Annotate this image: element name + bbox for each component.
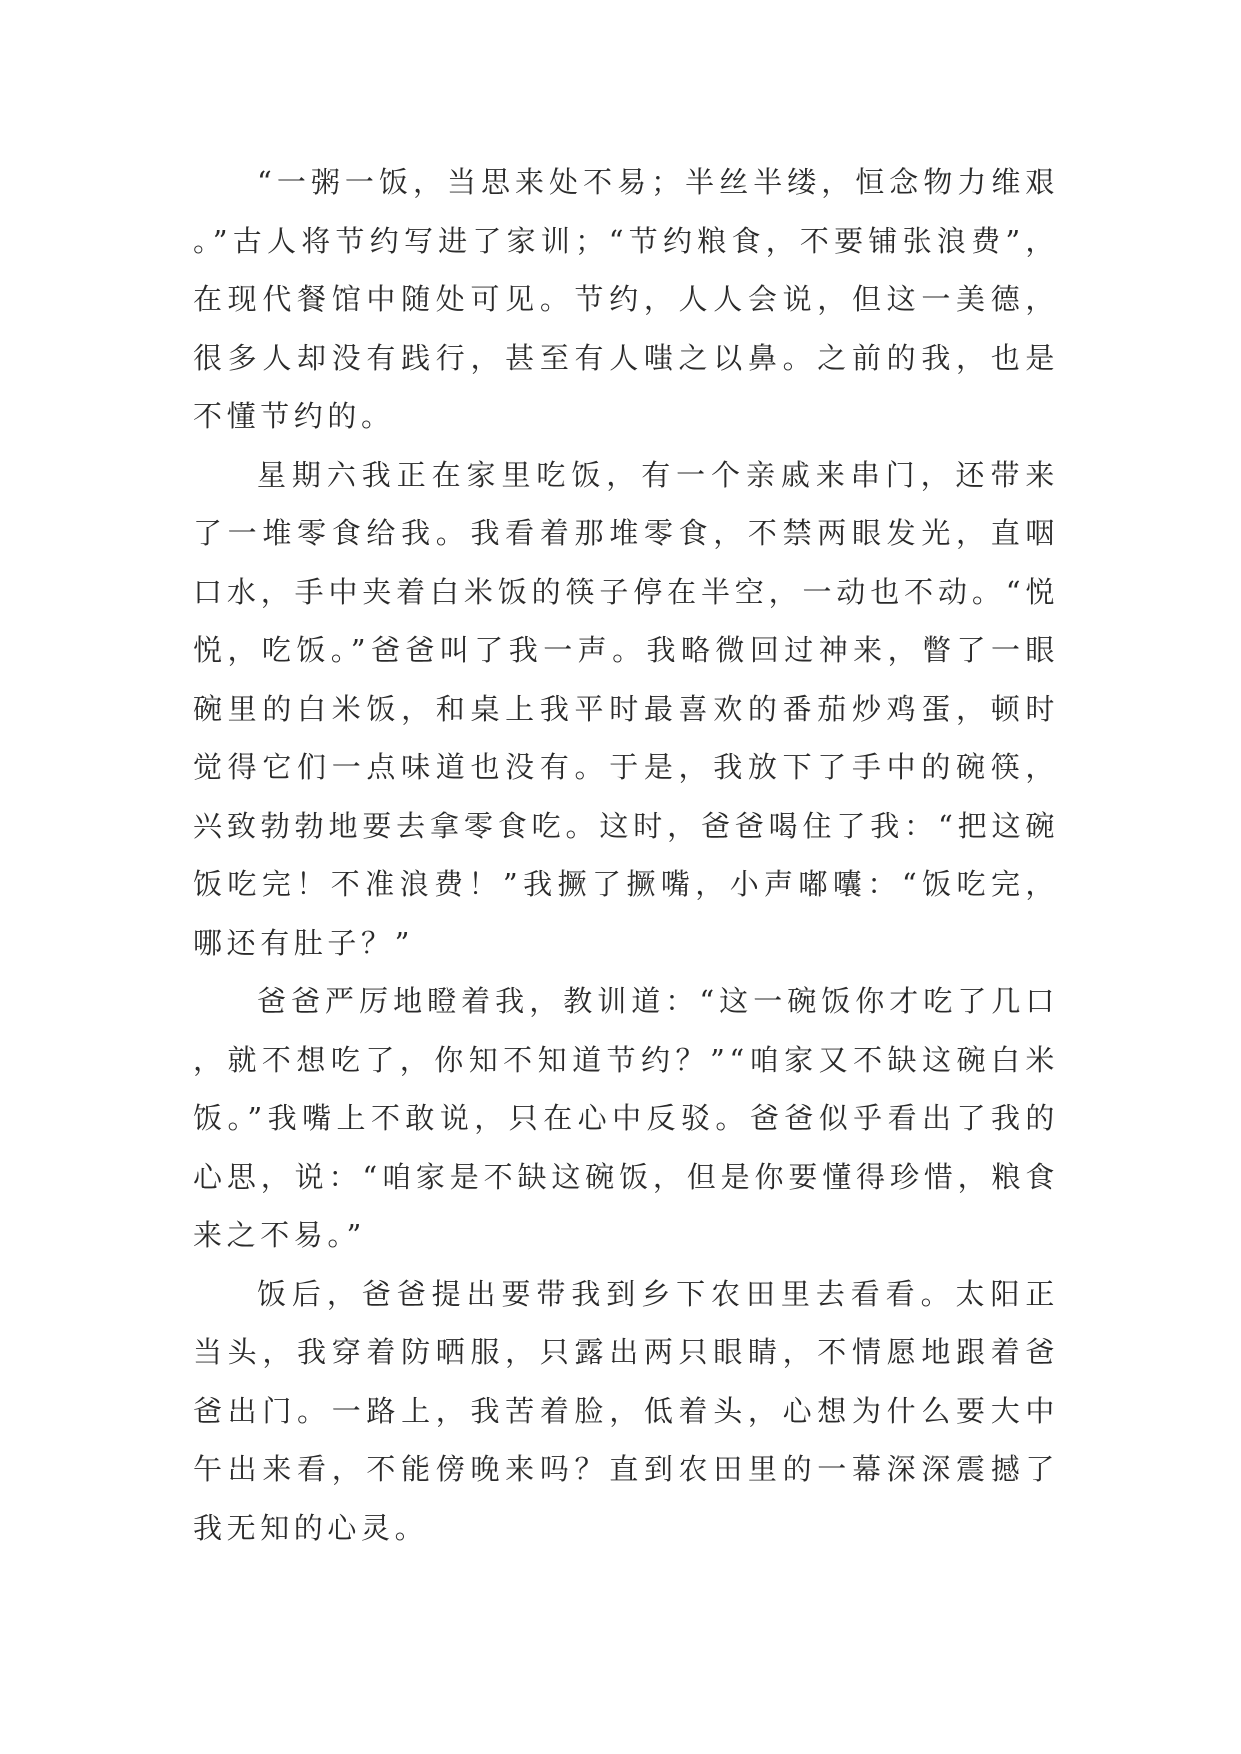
- paragraph-2: 星期六我正在家里吃饭，有一个亲戚来串门，还带来了一堆零食给我。我看着那堆零食，不禁两眼发光，直咽口水，手中夹着白米饭的筷子停在半空，一动也不动。“悦悦，吃饭。”爸爸叫了我一声。我略微回过神来，瞥了一眼碗里的白米饭，和桌上我平时最喜欢的番茄炒鸡蛋，顿时觉得它们一点味道也没有。于是，我放下了手中的碗筷，兴致勃勃地要去拿零食吃。这时，爸爸喝住了我：“把这碗饭吃完！不准浪费！”我撅了撅嘴，小声嘟囔：“饭吃完，哪还有肚子？”: [193, 457, 1059, 960]
- paragraph-1: “一粥一饭，当思来处不易；半丝半缕，恒念物力维艰。”古人将节约写进了家训；“节约粮食，不要铺张浪费”，在现代餐馆中随处可见。节约，人人会说，但这一美德，很多人却没有践行，甚至有人嗤之以鼻。之前的我，也是不懂节约的。: [193, 165, 1059, 433]
- paragraph-3: 爸爸严厉地瞪着我，教训道：“这一碗饭你才吃了几口，就不想吃了，你知不知道节约？”“咱家又不缺这碗白米饭。”我嘴上不敢说，只在心中反驳。爸爸似乎看出了我的心思，说：“咱家是不缺这碗饭，但是你要懂得珍惜，粮食来之不易。”: [193, 984, 1059, 1252]
- essay-body: [193, 153, 1059, 1557]
- paragraph-4: 饭后，爸爸提出要带我到乡下农田里去看看。太阳正当头，我穿着防晒服，只露出两只眼睛，不情愿地跟着爸爸出门。一路上，我苦着脸，低着头，心想为什么要大中午出来看，不能傍晚来吗？直到农田里的一幕深深震撼了我无知的心灵。: [193, 1276, 1059, 1545]
